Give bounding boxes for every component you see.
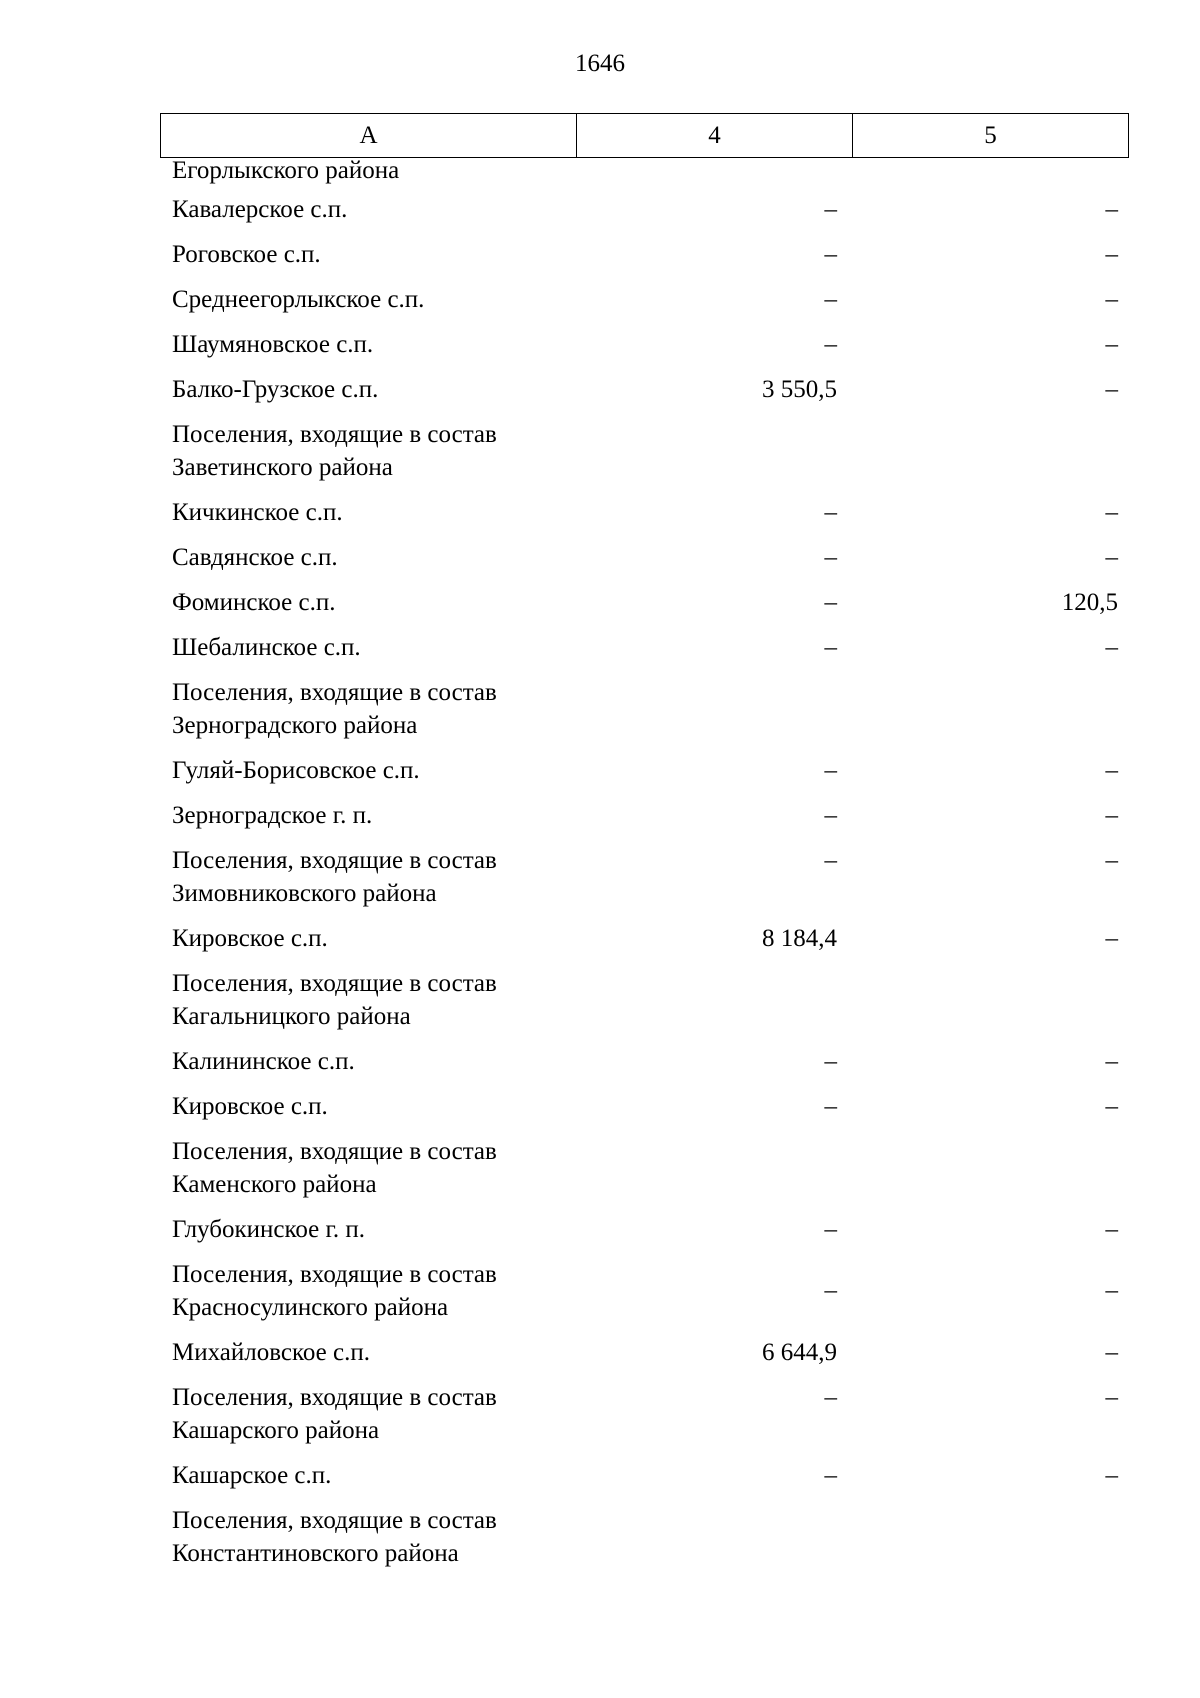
row-name: Шаумяновское с.п. <box>172 331 374 358</box>
row-name: Поселения, входящие в состав Константиновского района <box>172 1507 497 1567</box>
table-row <box>160 1504 1129 1582</box>
row-value-4: – <box>824 1384 837 1411</box>
table-row <box>160 193 1129 238</box>
row-value-4 <box>580 159 848 193</box>
row-value-4: – <box>824 1093 837 1120</box>
row-value-5: – <box>1105 544 1118 571</box>
row-value-4: – <box>824 847 837 874</box>
row-value-5: – <box>1105 757 1118 784</box>
table-row <box>160 676 1129 754</box>
row-value-4: – <box>824 1462 837 1489</box>
table-header <box>160 113 1129 158</box>
row-value-5: – <box>1105 1048 1118 1075</box>
table-row <box>160 1258 1129 1336</box>
row-value-4: – <box>824 634 837 661</box>
table-row <box>160 496 1129 541</box>
table-row <box>160 328 1129 373</box>
row-value-4: – <box>824 331 837 358</box>
row-value-4: 8 184,4 <box>762 925 837 952</box>
row-value-4: – <box>824 544 837 571</box>
column-header-5: 5 <box>853 114 1129 158</box>
row-name: Кичкинское с.п. <box>172 499 343 526</box>
column-header-a: А <box>161 114 577 158</box>
row-name: Кировское с.п. <box>172 1093 328 1120</box>
table-row <box>160 754 1129 799</box>
table-row <box>160 1213 1129 1258</box>
table-row <box>160 1459 1129 1504</box>
row-value-5: – <box>1105 331 1118 358</box>
row-value-5: 120,5 <box>1061 589 1118 616</box>
row-name: Калининское с.п. <box>172 1048 355 1075</box>
row-value-5 <box>848 1135 1129 1213</box>
row-name: Кашарское с.п. <box>172 1462 332 1489</box>
row-name: Среднеегорлыкское с.п. <box>172 286 425 313</box>
row-name: Поселения, входящие в состав Зимовниковского района <box>172 847 497 907</box>
row-name: Зерноградское г. п. <box>172 802 373 829</box>
row-value-4 <box>580 1135 848 1213</box>
row-name: Поселения, входящие в состав Кагальницкого района <box>172 970 497 1030</box>
page-number: 1646 <box>575 50 625 77</box>
row-value-5 <box>848 967 1129 1045</box>
row-value-4: – <box>824 802 837 829</box>
table-row <box>160 967 1129 1045</box>
row-value-4 <box>580 418 848 496</box>
row-name: Савдянское с.п. <box>172 544 338 571</box>
row-value-5: – <box>1105 1216 1118 1243</box>
row-name: Поселения, входящие в состав Красносулинского района <box>172 1261 497 1321</box>
table-row <box>160 1045 1129 1090</box>
row-value-5: – <box>1105 1276 1118 1304</box>
row-value-5: – <box>1105 241 1118 268</box>
table-row <box>160 373 1129 418</box>
row-value-5: – <box>1105 1462 1118 1489</box>
row-value-4: 6 644,9 <box>762 1339 837 1366</box>
row-name: Поселения, входящие в состав Заветинского района <box>172 421 497 481</box>
table-row <box>160 159 1129 193</box>
row-value-5: – <box>1105 196 1118 223</box>
row-name: Шебалинское с.п. <box>172 634 361 661</box>
row-value-5: – <box>1105 286 1118 313</box>
row-name: Фоминское с.п. <box>172 589 336 616</box>
row-value-4: – <box>824 1276 837 1304</box>
row-value-4: – <box>824 1216 837 1243</box>
table-row <box>160 1135 1129 1213</box>
table-row <box>160 541 1129 586</box>
row-value-4: – <box>824 1048 837 1075</box>
table-row <box>160 586 1129 631</box>
row-name: Михайловское с.п. <box>172 1339 370 1366</box>
row-value-5: – <box>1105 802 1118 829</box>
row-name: Глубокинское г. п. <box>172 1216 366 1243</box>
table-row <box>160 799 1129 844</box>
row-name: Егорлыкского района <box>172 157 400 184</box>
row-value-4 <box>580 676 848 754</box>
row-value-5 <box>848 676 1129 754</box>
row-value-4: – <box>824 196 837 223</box>
row-value-4 <box>580 1504 848 1582</box>
table-row <box>160 1090 1129 1135</box>
row-value-4: – <box>824 757 837 784</box>
table-row <box>160 631 1129 676</box>
table-row <box>160 418 1129 496</box>
row-value-5: – <box>1105 1339 1118 1366</box>
table-row <box>160 844 1129 922</box>
row-value-4: – <box>824 286 837 313</box>
row-value-4 <box>580 967 848 1045</box>
row-value-5 <box>848 159 1129 193</box>
row-value-5: – <box>1105 925 1118 952</box>
row-name: Поселения, входящие в состав Зерноградского района <box>172 679 497 739</box>
row-name: Поселения, входящие в состав Каменского района <box>172 1138 497 1198</box>
row-value-5 <box>848 418 1129 496</box>
row-value-5: – <box>1105 634 1118 661</box>
row-value-4: – <box>824 241 837 268</box>
row-value-5: – <box>1105 499 1118 526</box>
row-name: Поселения, входящие в состав Кашарского района <box>172 1384 497 1444</box>
row-value-4: – <box>824 499 837 526</box>
row-value-5: – <box>1105 1384 1118 1411</box>
table-row <box>160 922 1129 967</box>
row-value-4: – <box>824 589 837 616</box>
row-value-5: – <box>1105 376 1118 403</box>
column-header-4: 4 <box>577 114 853 158</box>
row-name: Гуляй-Борисовское с.п. <box>172 757 420 784</box>
table-row <box>160 238 1129 283</box>
row-name: Кавалерское с.п. <box>172 196 348 223</box>
table-body <box>160 159 1129 1582</box>
row-value-5 <box>848 1504 1129 1582</box>
table-row <box>160 1381 1129 1459</box>
row-value-4: 3 550,5 <box>762 376 837 403</box>
row-name: Роговское с.п. <box>172 241 321 268</box>
table-row <box>160 283 1129 328</box>
row-name: Балко-Грузское с.п. <box>172 376 379 403</box>
row-name: Кировское с.п. <box>172 925 328 952</box>
table-row <box>160 1336 1129 1381</box>
row-value-5: – <box>1105 1093 1118 1120</box>
row-value-5: – <box>1105 847 1118 874</box>
